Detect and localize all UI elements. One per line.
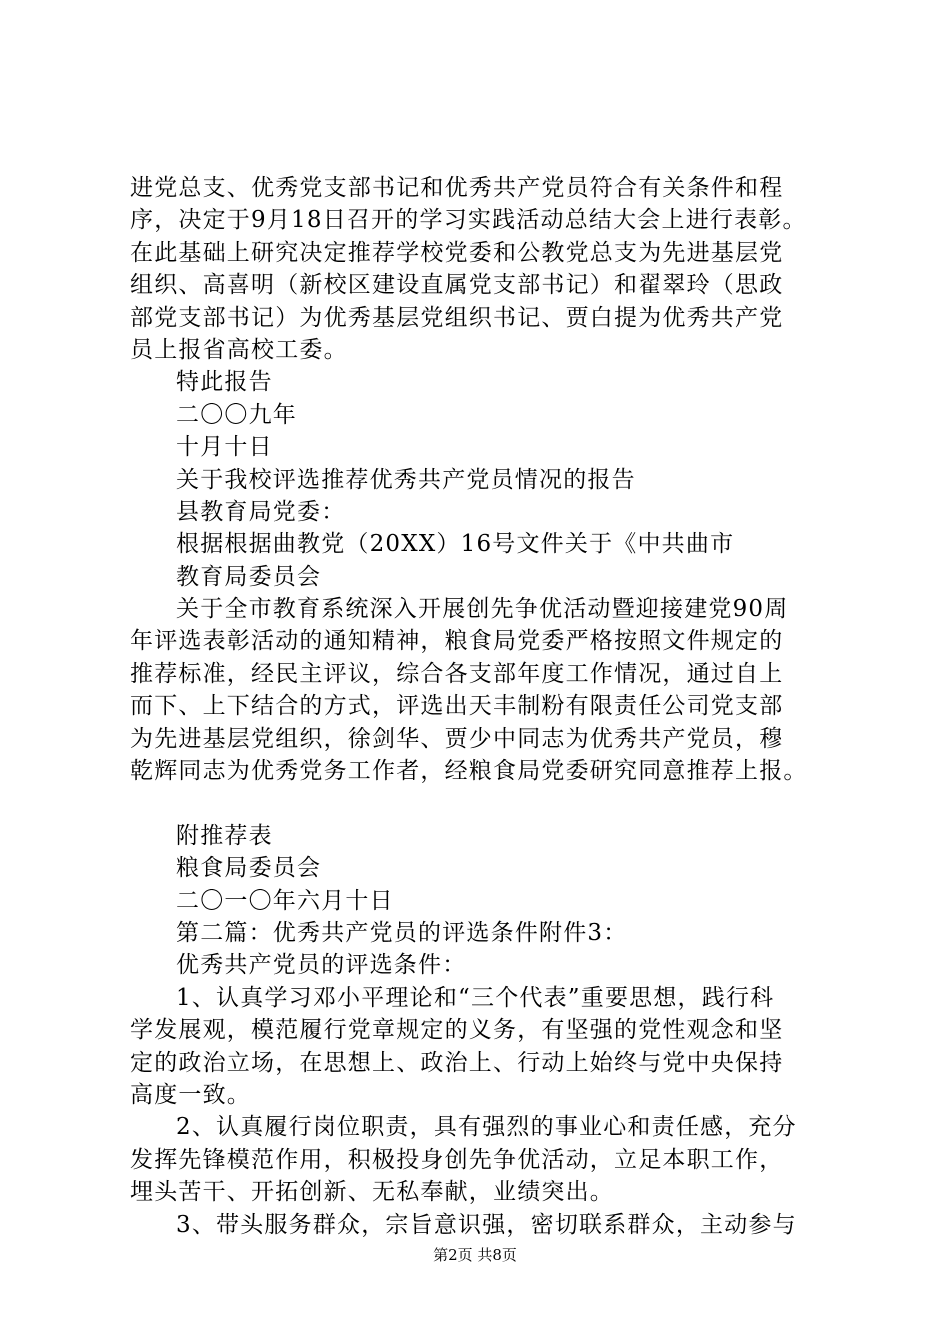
closing-phrase: 特此报告: [176, 369, 273, 396]
text-line: 2、认真履行岗位职责，具有强烈的事业心和责任感，充分: [176, 1114, 797, 1141]
recipient: 县教育局党委：: [176, 498, 346, 525]
text-line: 进党总支、优秀党支部书记和优秀共产党员符合有关条件和程: [130, 175, 784, 201]
text-line: 1、认真学习邓小平理论和“三个代表”重要思想，践行科: [176, 984, 775, 1011]
text-line: 定的政治立场，在思想上、政治上、行动上始终与党中央保持: [130, 1049, 784, 1076]
page-number: 第2页 共8页: [433, 1246, 517, 1264]
text-line: 而下、上下结合的方式，评选出天丰制粉有限责任公司党支部: [130, 693, 784, 720]
section-subheading: 优秀共产党员的评选条件：: [176, 952, 467, 979]
text-line: 根据根据曲教党（20XX）16号文件关于《中共曲市: [176, 531, 735, 558]
text-line: 高度一致。: [130, 1081, 251, 1108]
attachment-note: 附推荐表: [176, 822, 273, 849]
text-line: 学发展观，模范履行党章规定的义务，有坚强的党性观念和坚: [130, 1017, 784, 1044]
text-line: 发挥先锋模范作用，积极投身创先争优活动，立足本职工作，: [130, 1146, 784, 1173]
text-line: 部党支部书记）为优秀基层党组织书记、贾白提为优秀共产党: [130, 304, 784, 331]
text-line: 关于全市教育系统深入开展创先争优活动暨迎接建党90周: [176, 596, 789, 623]
document-body: [130, 172, 835, 1241]
date-day: 十月十日: [176, 434, 273, 461]
section-heading: 第二篇：优秀共产党员的评选条件附件3：: [176, 919, 628, 946]
text-line: 员上报省高校工委。: [130, 336, 348, 363]
text-line: 推荐标准，经民主评议，综合各支部年度工作情况，通过自上: [130, 660, 784, 687]
text-line: 为先进基层党组织，徐剑华、贾少中同志为优秀共产党员，穆: [130, 725, 784, 752]
text-line: 教育局委员会: [176, 563, 322, 590]
report-title: 关于我校评选推荐优秀共产党员情况的报告: [176, 466, 636, 493]
signature-date: 二〇一〇年六月十日: [176, 887, 394, 914]
date-year: 二〇〇九年: [176, 401, 297, 428]
text-line: 组织、高喜明（新校区建设直属党支部书记）和翟翠玲（思政: [130, 272, 784, 299]
text-line: 乾辉同志为优秀党务工作者，经粮食局党委研究同意推荐上报。: [130, 758, 808, 785]
signature-org: 粮食局委员会: [176, 855, 322, 882]
text-line: 序，决定于9月18日召开的学习实践活动总结大会上进行表彰。: [130, 207, 807, 234]
text-line: 3、带头服务群众，宗旨意识强，密切联系群众，主动参与: [176, 1211, 797, 1238]
text-line: 埋头苦干、开拓创新、无私奉献，业绩突出。: [130, 1179, 614, 1206]
text-line: 在此基础上研究决定推荐学校党委和公教党总支为先进基层党: [130, 239, 784, 266]
text-line: 年评选表彰活动的通知精神，粮食局党委严格按照文件规定的: [130, 628, 784, 655]
blank-line: [130, 787, 835, 819]
